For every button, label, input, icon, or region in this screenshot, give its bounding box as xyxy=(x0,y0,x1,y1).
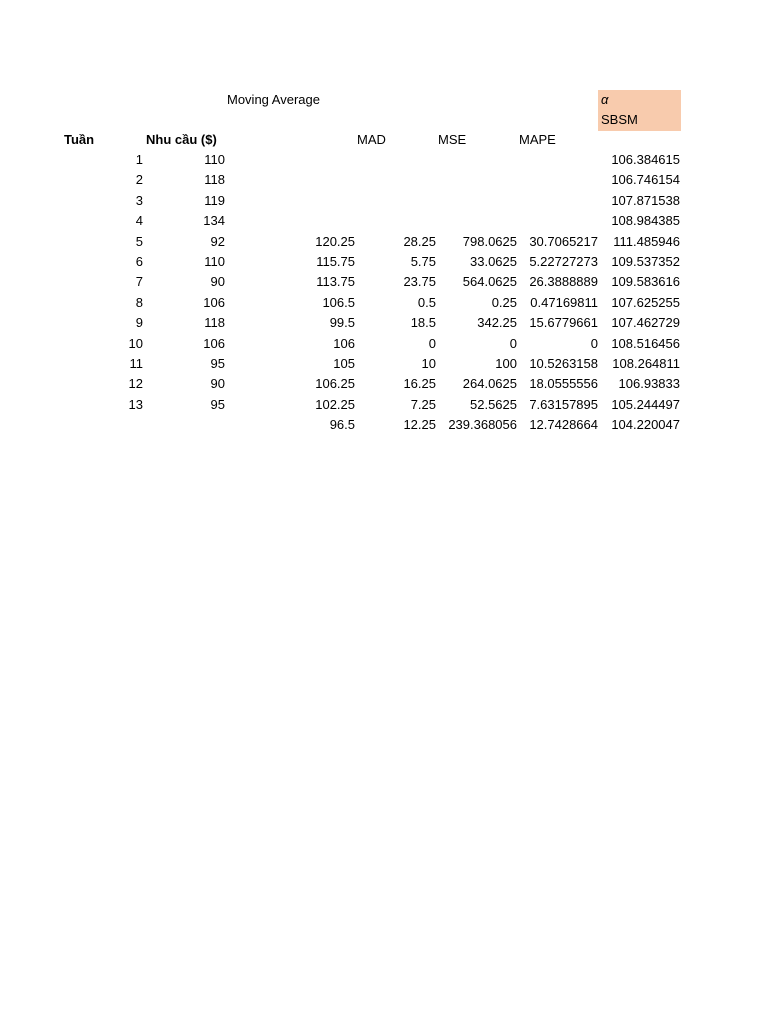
cell-mape: 7.63157895 xyxy=(529,396,598,412)
header-demand: Nhu cầu ($) xyxy=(146,132,217,147)
cell-week: 4 xyxy=(135,213,143,229)
cell-week: 13 xyxy=(128,396,143,412)
cell-sbsm: 107.871538 xyxy=(611,192,680,208)
cell-sbsm: 104.220047 xyxy=(611,417,680,433)
cell-mse: 100 xyxy=(495,356,517,371)
cell-mape: 5.22727273 xyxy=(529,254,598,269)
cell-sbsm: 106.746154 xyxy=(611,172,680,188)
cell-mape: 0.47169811 xyxy=(530,294,598,310)
cell-demand: 110 xyxy=(204,254,225,269)
cell-demand: 90 xyxy=(210,376,225,392)
cell-mse xyxy=(439,150,517,170)
cell-mse xyxy=(439,211,517,231)
cell-sbsm: 106.384615 xyxy=(611,152,680,167)
cell-sbsm: 109.537352 xyxy=(611,254,680,269)
cell-sbsm: 107.625255 xyxy=(611,294,680,310)
cell-sbsm: 108.984385 xyxy=(611,213,680,229)
cell-ma: 106 xyxy=(333,335,355,351)
cell-week: 6 xyxy=(135,254,143,269)
cell-mad: 5.75 xyxy=(410,254,436,269)
header-mape: MAPE xyxy=(519,132,556,147)
cell-mad: 18.5 xyxy=(410,315,436,331)
cell-mape xyxy=(520,211,598,231)
cell-mad: 16.25 xyxy=(403,376,436,392)
cell-ma: 113.75 xyxy=(316,274,355,290)
cell-mad xyxy=(366,211,436,231)
cell-ma: 99.5 xyxy=(329,315,355,331)
cell-ma: 106.25 xyxy=(315,376,355,392)
cell-demand: 92 xyxy=(210,233,225,249)
header-week: Tuần xyxy=(64,132,95,147)
cell-mape xyxy=(520,191,598,211)
header-mse: MSE xyxy=(438,132,467,147)
cell-ma xyxy=(275,170,355,190)
cell-sbsm: 108.264811 xyxy=(612,356,680,371)
alpha-label: α xyxy=(601,92,609,107)
cell-mse: 0.25 xyxy=(491,294,517,310)
cell-mse: 239.368056 xyxy=(448,417,517,433)
cell-week xyxy=(93,415,143,435)
cell-sbsm: 109.583616 xyxy=(611,274,680,290)
cell-mse: 264.0625 xyxy=(462,376,517,392)
cell-mse: 52.5625 xyxy=(470,396,517,412)
cell-ma: 120.25 xyxy=(315,233,355,249)
cell-week: 12 xyxy=(128,376,143,392)
cell-mape: 30.7065217 xyxy=(529,233,598,249)
cell-ma: 96.5 xyxy=(329,417,355,433)
cell-mape: 0 xyxy=(590,335,598,351)
cell-week: 11 xyxy=(129,356,143,371)
cell-demand: 118 xyxy=(204,315,225,331)
cell-mape: 12.7428664 xyxy=(529,417,598,433)
cell-mape: 15.6779661 xyxy=(529,315,598,331)
cell-ma: 105 xyxy=(333,356,355,371)
cell-mse: 564.0625 xyxy=(462,274,517,290)
cell-week: 1 xyxy=(135,152,143,167)
cell-ma xyxy=(275,211,355,231)
cell-mse: 33.0625 xyxy=(470,254,517,269)
cell-mad xyxy=(366,150,436,170)
cell-sbsm: 111.485946 xyxy=(613,233,680,249)
cell-week: 10 xyxy=(128,335,143,351)
cell-mad: 0 xyxy=(428,335,436,351)
cell-demand: 134 xyxy=(203,213,225,229)
cell-mad: 12.25 xyxy=(403,417,436,433)
cell-ma: 106.5 xyxy=(322,294,355,310)
cell-week: 8 xyxy=(135,294,143,310)
cell-week: 9 xyxy=(135,315,143,331)
cell-week: 7 xyxy=(135,274,143,290)
cell-ma: 102.25 xyxy=(315,396,355,412)
page-title: Moving Average xyxy=(227,92,320,107)
sbsm-label: SBSM xyxy=(601,112,638,127)
cell-mse: 342.25 xyxy=(477,315,517,331)
cell-mad: 10 xyxy=(421,356,436,371)
cell-mad xyxy=(366,191,436,211)
cell-sbsm: 106.93833 xyxy=(618,376,680,392)
cell-ma: 115.75 xyxy=(316,254,355,269)
cell-week: 2 xyxy=(135,172,143,188)
cell-mape xyxy=(520,150,598,170)
cell-demand: 119 xyxy=(204,192,225,208)
cell-mse: 798.0625 xyxy=(462,233,517,249)
cell-week: 5 xyxy=(135,233,143,249)
cell-ma xyxy=(275,150,355,170)
cell-demand: 106 xyxy=(203,294,225,310)
cell-demand xyxy=(155,415,225,435)
cell-mad: 28.25 xyxy=(403,233,436,249)
cell-mse xyxy=(439,170,517,190)
cell-mad xyxy=(366,170,436,190)
cell-ma xyxy=(275,191,355,211)
cell-sbsm: 108.516456 xyxy=(611,335,680,351)
cell-demand: 110 xyxy=(204,152,225,167)
cell-sbsm: 105.244497 xyxy=(611,396,680,412)
header-mad: MAD xyxy=(357,132,386,147)
cell-demand: 90 xyxy=(210,274,225,290)
cell-demand: 95 xyxy=(210,396,225,412)
cell-demand: 95 xyxy=(210,356,225,371)
cell-week: 3 xyxy=(135,192,143,208)
cell-mape: 18.0555556 xyxy=(529,376,598,392)
cell-mad: 7.25 xyxy=(410,396,436,412)
cell-demand: 106 xyxy=(203,335,225,351)
cell-sbsm: 107.462729 xyxy=(611,315,680,331)
cell-mape: 10.5263158 xyxy=(529,356,598,371)
cell-mad: 0.5 xyxy=(417,294,436,310)
cell-mape: 26.3888889 xyxy=(529,274,598,290)
cell-mad: 23.75 xyxy=(403,274,436,290)
cell-mape xyxy=(520,170,598,190)
cell-demand: 118 xyxy=(204,172,225,188)
cell-mse: 0 xyxy=(509,335,517,351)
cell-mse xyxy=(439,191,517,211)
